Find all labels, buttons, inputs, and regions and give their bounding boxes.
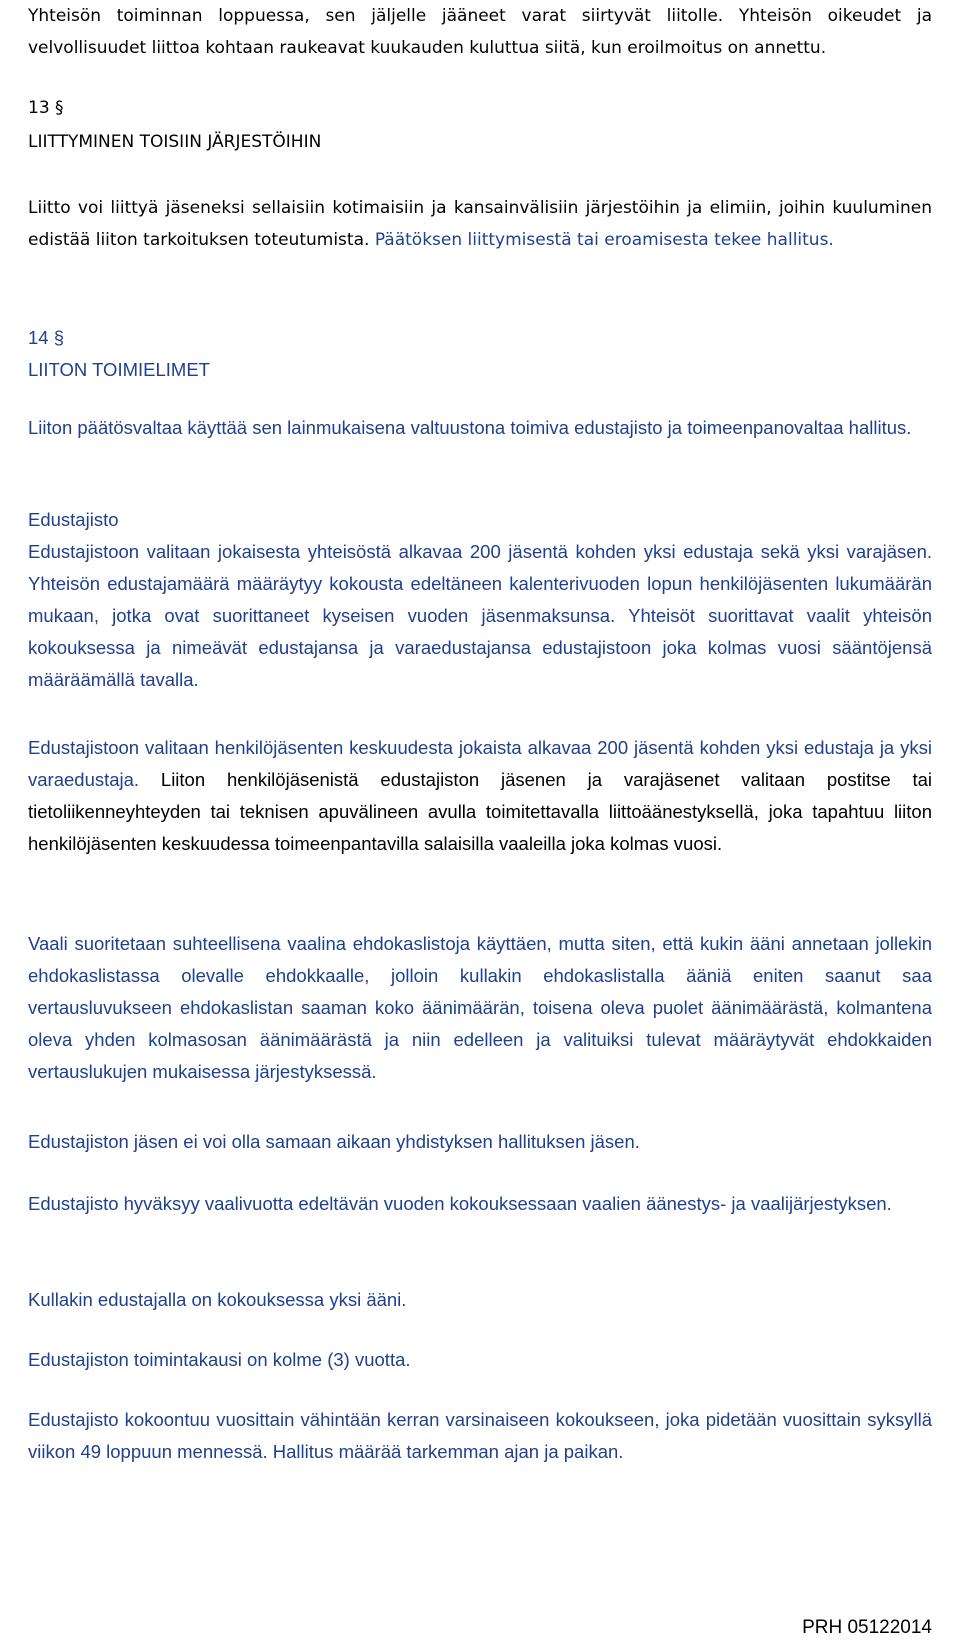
section-13-number: 13 § <box>28 98 64 118</box>
edustajisto-paragraph-2-start: Edustajistoon valitaan henkilöjäsenten keskuudesta jokaista alkavaa 200 jäsentä kohden yksi edustaja ja yksi varaedustaja. <box>28 737 932 790</box>
intro-paragraph: Yhteisön toiminnan loppuessa, sen jäljelle jääneet varat siirtyvät liitolle. Yhteisön oikeudet ja velvollisuudet liittoa kohtaan raukeavat kuukauden kuluttua siitä, kun eroilmoitus on annettu. <box>28 6 932 58</box>
section-14-number: 14 § <box>28 327 65 348</box>
edustajisto-paragraph-6: Kullakin edustajalla on kokouksessa yksi ääni. <box>28 1289 407 1310</box>
section-14-title: LIITON TOIMIELIMET <box>28 359 210 380</box>
section-13-body-highlight: Päätöksen liittymisestä tai eroamisesta tekee hallitus. <box>374 230 834 250</box>
section-13-body-start: Liitto voi liittyä jäseneksi sellaisiin kotimaisiin ja kansainvälisiin järjestöihin ja elimiin, joihin kuuluminen edistää liiton tarkoituksen toteutumista. <box>28 198 932 250</box>
edustajisto-subheading: Edustajisto <box>28 509 119 530</box>
edustajisto-paragraph-1: Edustajistoon valitaan jokaisesta yhteisöstä alkavaa 200 jäsentä kohden yksi edustaja sekä yksi varajäsen. Yhteisön edustajamäärä määräytyy kokousta edeltäneen kalenterivuoden lopun henkilöjäsenten lukumäärän mukaan, jotka ovat suorittaneet kyseisen vuoden jäsenmaksunsa. Yhteisöt suorittavat vaalit yhteisön kokouksessa ja nimeävät edustajansa ja varaedustajansa edustajistoon joka kolmas vuosi sääntöjensä määräämällä tavalla. <box>28 541 932 690</box>
edustajisto-paragraph-4: Edustajiston jäsen ei voi olla samaan aikaan yhdistyksen hallituksen jäsen. <box>28 1131 640 1152</box>
edustajisto-paragraph-7: Edustajiston toimintakausi on kolme (3) vuotta. <box>28 1349 411 1370</box>
section-14-body: Liiton päätösvaltaa käyttää sen lainmukaisena valtuustona toimiva edustajisto ja toimeenpanovaltaa hallitus. <box>28 417 912 438</box>
section-13-body <box>28 192 932 256</box>
edustajisto-paragraph-8: Edustajisto kokoontuu vuosittain vähintään kerran varsinaiseen kokoukseen, joka pidetään vuosittain syksyllä viikon 49 loppuun mennessä. Hallitus määrää tarkemman ajan ja paikan. <box>28 1409 932 1462</box>
edustajisto-paragraph-2 <box>28 732 932 860</box>
edustajisto-paragraph-3: Vaali suoritetaan suhteellisena vaalina ehdokaslistoja käyttäen, mutta siten, että kukin ääni annetaan jollekin ehdokaslistassa olevalle ehdokkaalle, jolloin kullakin ehdokaslistalla ääniä eniten saanut saa vertausluvukseen ehdokaslistan saaman koko äänimäärän, toisena oleva puolet äänimäärästä, kolmantena oleva yhden kolmasosan äänimäärästä ja niin edelleen ja valituiksi tulevat määräytyvät ehdokkaiden vertauslukujen mukaisessa järjestyksessä. <box>28 933 932 1082</box>
edustajisto-paragraph-2-rest: Liiton henkilöjäsenistä edustajiston jäsenen ja varajäsenet valitaan postitse tai tietoliikenneyhteyden tai teknisen apuvälineen avulla toimitettavalla liittoäänestyksellä, joka tapahtuu liiton henkilöjäsenten keskuudessa toimeenpantavilla salaisilla vaaleilla joka kolmas vuosi. <box>28 769 932 854</box>
footer-document-code: PRH 05122014 <box>802 1617 932 1638</box>
section-13-title: LIITTYMINEN TOISIIN JÄRJESTÖIHIN <box>28 132 322 152</box>
edustajisto-paragraph-5: Edustajisto hyväksyy vaalivuotta edeltävän vuoden kokouksessaan vaalien äänestys- ja vaalijärjestyksen. <box>28 1193 892 1214</box>
